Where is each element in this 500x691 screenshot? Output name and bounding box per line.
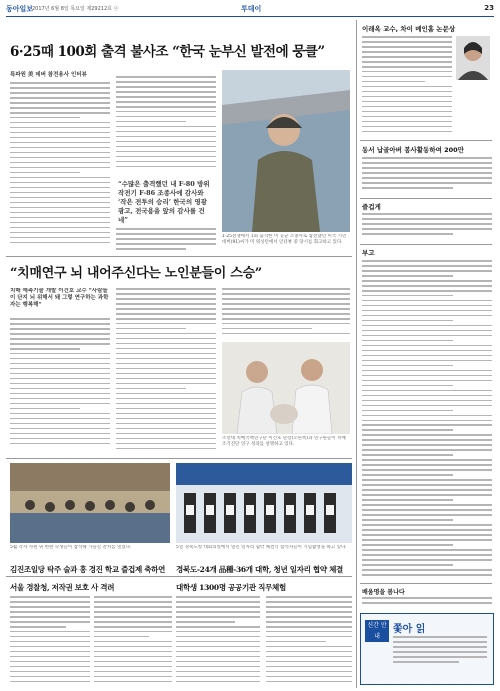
sidebar-rule-1	[360, 140, 492, 141]
article2-caption: 조선대 치매국책연구단 이건호 단장(오른쪽)과 연구원들이 치매 조기진단 연구 성과를 설명하고 있다.	[222, 436, 346, 447]
newspaper-logo: 동아일보	[6, 5, 34, 13]
article3-photo-event	[10, 463, 170, 543]
sidebar-profile-photo	[456, 36, 490, 80]
article6-headline: 대학생 1300명 공공기관 직무체험	[176, 583, 286, 592]
article4-photo-signing	[176, 463, 352, 543]
page-number: 23	[484, 4, 494, 12]
article5-body-col2	[94, 596, 172, 686]
ad-title: 쫓아 읽	[393, 624, 426, 635]
article1-body-col2b	[116, 228, 216, 252]
sidebar-section4-title: 부고	[362, 249, 375, 257]
article6-body-col1	[176, 596, 260, 686]
sidebar-section3-body	[362, 213, 492, 241]
article1-body-col2	[116, 76, 216, 174]
article6-body-col2	[266, 596, 352, 686]
article2-headline: “치매연구 뇌 내어주신다는 노인분들이 스승”	[10, 266, 262, 281]
sidebar-item2-body	[362, 157, 492, 195]
article2-body-col1	[10, 318, 110, 453]
ad-body	[393, 636, 487, 676]
article5-body-col1	[10, 596, 90, 686]
article1-pull-quote: “수많은 출격했던 내 F-80 방위 작전기 F-86 조종사에 감사와 ‘작은 전투의 승리’ 한국의 영광 광고, 전국용을 앞의 감사를 건네”	[118, 180, 210, 224]
section-title: 투데이	[241, 5, 262, 13]
sidebar-profile-body	[362, 36, 452, 136]
article2-photo-researchers	[222, 342, 350, 434]
article1-body-col1	[10, 82, 110, 250]
sidebar-profile-title: 이래옥 교수, 차이 메인홈 논문상	[362, 25, 456, 33]
page-header	[6, 4, 494, 14]
article3-headline: 김진조일당 탁주 술과 흥 경진 학교 즐겁제 축하연	[10, 565, 166, 574]
article5-headline: 서울 경찰청, 저작권 보호 사 격려	[10, 583, 115, 592]
article1-caption: 1·25전쟁에서 1회 출격한 미 공군 조종사로 참전했던 미국 시민 데버(91)씨가 미 워싱턴에서 인터뷰 중 당시를 회고하고 있다.	[222, 234, 347, 245]
sidebar-rule-3	[360, 244, 492, 245]
book-advertisement	[360, 613, 494, 685]
sidebar-section5-title: 배움명을 봄나다	[362, 589, 405, 596]
sidebar-rule-4	[360, 583, 492, 584]
article2-body-col2	[116, 288, 216, 453]
sidebar-rule-2	[360, 198, 492, 199]
article3-caption: 5월 각자 사원 위 현판 학생들이 참석해 가을길 잔치를 열었다.	[10, 545, 132, 550]
article2-subhead: 치매 예측기술 개발 이건호 교수 “사람들이 단지 뇌 위해서 돼 그렇 연구하는 과학자는 행복해”	[10, 288, 109, 308]
issue-date: 2017년 6월 8일 목요일 제29212호 ⓐ	[32, 6, 119, 12]
sidebar-item2-title: 동서 납골아버 봉사활동하여 200만	[362, 146, 464, 154]
header-rule	[6, 16, 494, 17]
sidebar-divider	[356, 20, 357, 688]
ad-tag: 신간 안내	[365, 620, 389, 642]
article1-byline: 특파원 美 데버 참전용사 인터뷰	[10, 72, 87, 78]
sidebar-obituary-list	[362, 260, 492, 580]
sidebar-section3-title: 즐겁게	[362, 203, 381, 211]
article4-headline: 경북도-24개 品種-36개 대학, 청년 일자리 협약 체결	[176, 565, 343, 574]
article1-divider	[6, 256, 352, 257]
mid-divider	[6, 576, 352, 577]
article2-body-col3	[222, 288, 350, 338]
article1-photo-veteran	[222, 70, 350, 232]
sidebar-section5-body	[362, 597, 492, 611]
article2-divider	[6, 458, 352, 459]
article4-caption: 5일 경북도청 대회의실에서 열린 일자리 협약 체결식 참석자들이 기념촬영을 하고 있다.	[176, 545, 347, 550]
article1-headline: 6·25때 100회 출격 불사조 “한국 눈부신 발전에 뭉클”	[10, 44, 325, 60]
